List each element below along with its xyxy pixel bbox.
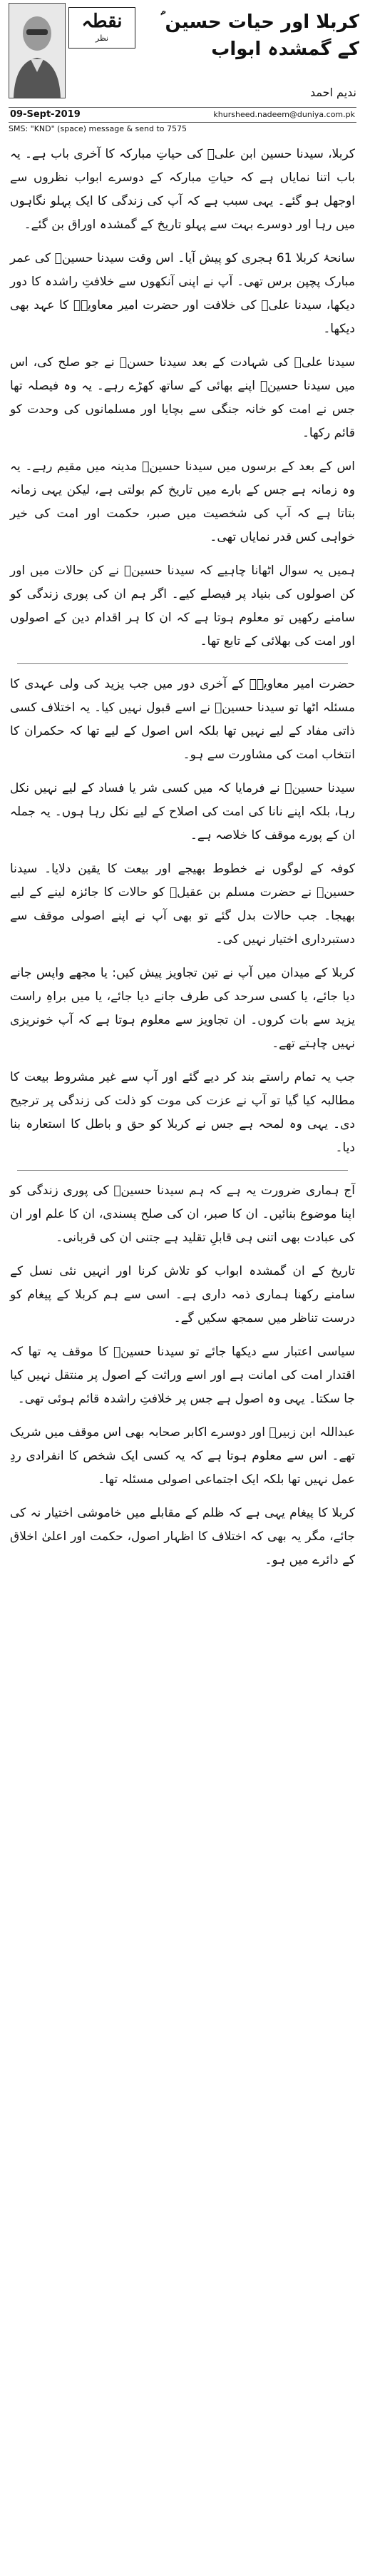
paragraph: سانحۂ کربلا 61 ہجری کو پیش آیا۔ اس وقت سیدنا حسینؓ کی عمر مبارک پچپن برس تھی۔ آپ نے اپنی آنکھوں سے خلافتِ راشدہ کا دور دیکھا، سیدنا علیؓ کی خلافت اور حضرت امیر معاویہؓ کا عہد بھی دیکھا۔ xyxy=(10,251,356,336)
brand-title: نقطہ xyxy=(81,11,123,32)
sms-notice: SMS: "KND" (space) message & send to 7575 xyxy=(9,124,187,133)
paragraph: عبداللہ ابن زبیرؓ اور دوسرے اکابر صحابہ بھی اس موقف میں شریک تھے۔ اس سے معلوم ہوتا ہے کہ یہ کسی ایک شخص کا انفرادی ردِ عمل نہیں تھا بلکہ ایک اجتماعی اصولی مسئلہ تھا۔ xyxy=(10,1425,355,1487)
paragraph: کربلا کے میدان میں آپ نے تین تجاویز پیش کیں: یا مجھے واپس جانے دیا جائے، یا کسی سرحد کی طرف جانے دیا جائے، یا میں براہِ راست یزید سے بات کروں۔ ان تجاویز سے معلوم ہوتا ہے کہ آپ خونریزی نہیں چاہتے تھے۔ xyxy=(10,966,355,1051)
section-divider xyxy=(17,1170,348,1171)
article-body xyxy=(3,143,362,1572)
paragraph: کربلا، سیدنا حسین ابن علیؓ کی حیاتِ مبارکہ کا آخری باب ہے۔ یہ باب اتنا نمایاں ہے کہ حیاتِ مبارکہ کے دوسرے ابواب نظروں سے اوجھل ہو گئے۔ یہی سبب ہے کہ آپ کی زندگی کا ایک پہلو نگاہوں میں رہا اور دوسرے بہت سے پہلو تاریخ کے گمشدہ اوراق بن گئے۔ xyxy=(10,147,355,232)
article-headline: کربلا اور حیات حسین ؑ کے گمشدہ ابواب xyxy=(160,11,359,60)
paragraph: جب یہ تمام راستے بند کر دیے گئے اور آپ سے غیر مشروط بیعت کا مطالبہ کیا گیا تو آپ نے عزت کی موت کو ذلت کی زندگی پر ترجیح دی۔ یہی وہ لمحہ ہے جس نے کربلا کو حق و باطل کا استعارہ بنا دیا۔ xyxy=(10,1070,355,1155)
section-divider xyxy=(17,663,348,664)
paragraph: کربلا کا پیغام یہی ہے کہ ظلم کے مقابلے میں خاموشی اختیار نہ کی جائے، مگر یہ بھی کہ اختلاف کا اظہار اصول، حکمت اور اعلیٰ اخلاق کے دائرے میں ہو۔ xyxy=(10,1506,355,1567)
author-email: khursheed.nadeem@duniya.com.pk xyxy=(213,110,355,119)
column-header xyxy=(3,0,362,143)
paragraph: ہمیں یہ سوال اٹھانا چاہیے کہ سیدنا حسینؓ نے کن حالات میں اور کن اصولوں کی بنیاد پر فیصلے کیے۔ اگر ہم ان کی پوری زندگی کو سامنے رکھیں تو معلوم ہوتا ہے کہ ان کا ہر اقدام دین کے اصولوں اور امت کی بھلائی کے تابع تھا۔ xyxy=(10,564,355,648)
brand-subtitle: نظر xyxy=(95,34,109,43)
paragraph: سیدنا حسینؓ نے فرمایا کہ میں کسی شر یا فساد کے لیے نہیں نکل رہا، بلکہ اپنے نانا کی امت کی اصلاح کے لیے نکل رہا ہوں۔ یہ جملہ ان کے پورے موقف کا خلاصہ ہے۔ xyxy=(10,781,355,842)
paragraph: آج ہماری ضرورت یہ ہے کہ ہم سیدنا حسینؓ کی پوری زندگی کو اپنا موضوع بنائیں۔ ان کا صبر، ان کی صلح پسندی، ان کا علم اور ان کی عبادت بھی اتنی ہی قابلِ تقلید ہے جتنی ان کی قربانی۔ xyxy=(10,1183,355,1245)
paragraph: کوفہ کے لوگوں نے خطوط بھیجے اور بیعت کا یقین دلایا۔ سیدنا حسینؓ نے حضرت مسلم بن عقیلؓ کو حالات کا جائزہ لینے کے لیے بھیجا۔ جب حالات بدل گئے تو بھی آپ نے اپنے اصولی موقف سے دستبرداری اختیار نہیں کی۔ xyxy=(10,862,355,947)
author-portrait xyxy=(9,3,66,98)
publish-date: 09-Sept-2019 xyxy=(10,109,81,120)
paragraph: تاریخ کے ان گمشدہ ابواب کو تلاش کرنا اور انہیں نئی نسل کے سامنے رکھنا ہماری ذمہ داری ہے۔ اسی سے ہم کربلا کے پیغام کو درست تناظر میں سمجھ سکیں گے۔ xyxy=(10,1264,355,1325)
paragraph: اس کے بعد کے برسوں میں سیدنا حسینؓ مدینہ میں مقیم رہے۔ یہ وہ زمانہ ہے جس کے بارے میں تاریخ کم بولتی ہے، لیکن یہی زمانہ بتاتا ہے کہ آپ کی شخصیت میں صبر، حکمت اور امت کی خیر خواہی کس قدر نمایاں تھی۔ xyxy=(10,459,355,544)
meta-bar xyxy=(9,107,356,123)
paragraph: سیاسی اعتبار سے دیکھا جائے تو سیدنا حسینؓ کا موقف یہ تھا کہ اقتدار امت کی امانت ہے اور اسے وراثت کے اصول پر منتقل نہیں کیا جا سکتا۔ یہی وہ اصول ہے جس پر خلافتِ راشدہ قائم ہوئی تھی۔ xyxy=(10,1345,355,1406)
paragraph: سیدنا علیؓ کی شہادت کے بعد سیدنا حسنؓ نے جو صلح کی، اس میں سیدنا حسینؓ اپنے بھائی کے ساتھ کھڑے رہے۔ یہ وہ فیصلہ تھا جس نے امت کو خانہ جنگی سے بچایا اور مسلمانوں کی وحدت کو قائم رکھا۔ xyxy=(10,355,355,440)
paragraph: حضرت امیر معاویہؓ کے آخری دور میں جب یزید کی ولی عہدی کا مسئلہ اٹھا تو سیدنا حسینؓ نے اسے قبول نہیں کیا۔ یہ اختلاف کسی ذاتی مفاد کے لیے نہیں تھا بلکہ اس اصول کے لیے تھا کہ حکمران کا انتخاب امت کی مشاورت سے ہو۔ xyxy=(10,677,355,762)
column-brand-logo xyxy=(68,7,135,49)
author-name: ندیم احمد xyxy=(309,86,356,99)
